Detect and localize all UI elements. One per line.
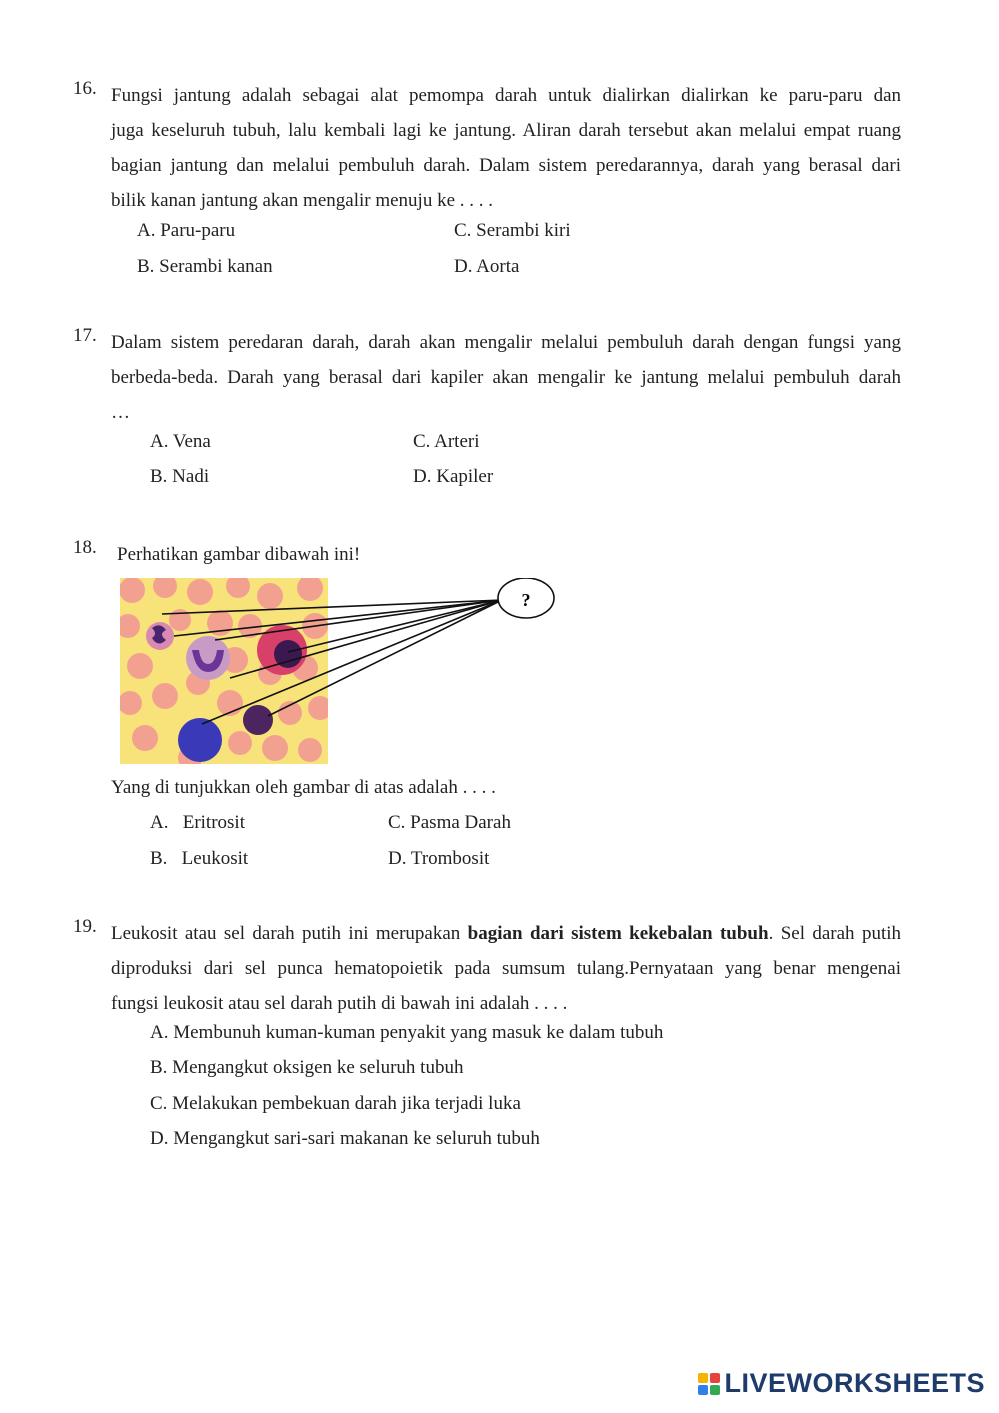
option-b[interactable]: B. Nadi [150,466,210,487]
option-d[interactable]: D. Mengangkut sari-sari makanan ke seluruh tubuh [150,1128,540,1149]
option-d[interactable]: D. Trombosit [388,848,490,869]
stem-line: fungsi leukosit atau sel darah putih di bawah ini adalah . . . . [111,993,568,1014]
question-stem [111,78,901,218]
option-a[interactable]: A. Paru-paru [137,220,236,241]
brand-name: LIVEWORKSHEETS [724,1368,985,1398]
question-number: 18. [73,537,97,558]
blood-cells-figure [120,578,560,768]
option-d[interactable]: D. Aorta [454,256,520,277]
stem-text: Leukosit atau sel darah putih ini merupakan [111,923,468,944]
option-b[interactable]: B. Serambi kanan [137,256,273,277]
emphasis-text: bagian dari sistem kekebalan tubuh [467,923,769,944]
question-number: 19. [73,916,97,937]
stem-line: bagian jantung dan melalui pembuluh darah. Dalam sistem peredarannya, darah yang berasal dari [111,155,901,176]
logo-grid-icon [698,1373,720,1395]
stem-line: bilik kanan jantung akan mengalir menuju ke . . . . [111,190,494,211]
question-16 [73,78,901,218]
stem-line: … [111,402,130,423]
option-d[interactable]: D. Kapiler [413,466,494,487]
question-stem [111,325,901,430]
option-b[interactable]: B. Leukosit [150,848,249,869]
stem-line: Fungsi jantung adalah sebagai alat pemompa darah untuk dialirkan dialirkan ke paru-paru dan [111,85,901,106]
stem-line: Perhatikan gambar dibawah ini! [117,544,361,565]
question-18 [73,537,901,572]
stem-line: Dalam sistem peredaran darah, darah akan mengalir melalui pembuluh darah dengan fungsi yang [111,332,901,353]
question-stem [111,537,901,572]
question-number: 17. [73,325,97,346]
question-stem [111,916,901,1021]
option-c[interactable]: C. Pasma Darah [388,812,511,833]
option-a[interactable]: A. Membunuh kuman-kuman penyakit yang masuk ke dalam tubuh [150,1022,664,1043]
option-b[interactable]: B. Mengangkut oksigen ke seluruh tubuh [150,1057,464,1078]
stem-line: juga keseluruh tubuh, lalu kembali lagi ke jantung. Aliran darah tersebut akan melalui empat ruang [111,120,901,141]
stem-line [111,916,901,951]
option-a[interactable]: A. Eritrosit [150,812,245,833]
stem-line: berbeda-beda. Darah yang berasal dari kapiler akan mengalir ke jantung melalui pembuluh darah [111,367,901,388]
callout-label: ? [521,590,531,610]
question-19 [73,916,901,1021]
liveworksheets-logo [698,1368,985,1399]
option-c[interactable]: C. Arteri [413,431,480,452]
question-number: 16. [73,78,97,99]
option-c[interactable]: C. Serambi kiri [454,220,571,241]
question-17 [73,325,901,430]
option-a[interactable]: A. Vena [150,431,211,452]
stem-text: . Sel darah putih [768,923,901,944]
question-18-prompt: Yang di tunjukkan oleh gambar di atas adalah . . . . [111,777,496,798]
option-c[interactable]: C. Melakukan pembekuan darah jika terjadi luka [150,1093,521,1114]
stem-line: diproduksi dari sel punca hematopoietik pada sumsum tulang.Pernyataan yang benar mengenai [111,958,901,979]
